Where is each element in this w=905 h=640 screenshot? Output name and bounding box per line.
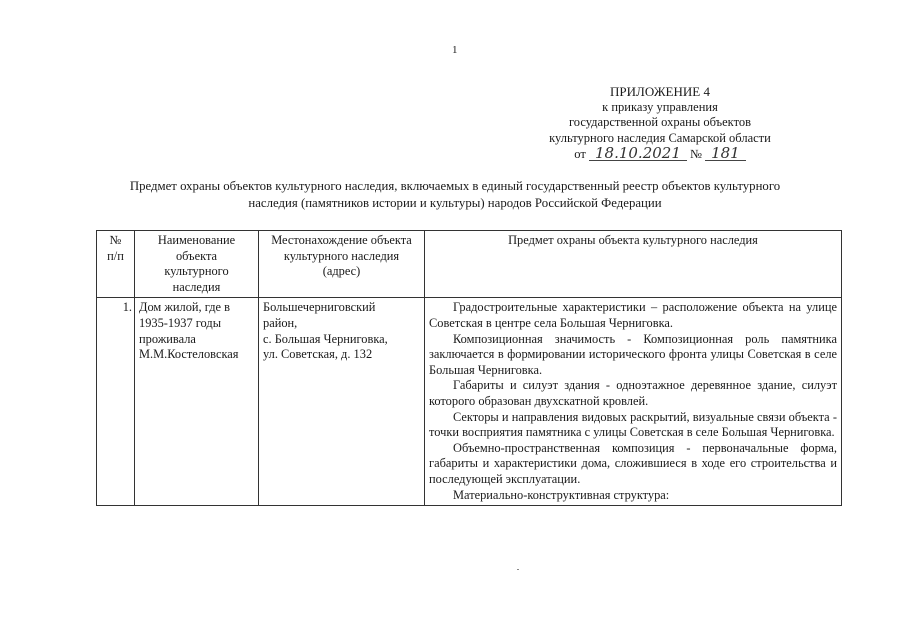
order-date-handwritten: 18.10.2021 [589, 146, 687, 161]
page-number: 1 [452, 44, 458, 56]
heritage-table [96, 230, 842, 506]
row-object-name: Дом жилой, где в 1935-1937 годы проживала М.М.Костеловская [135, 298, 259, 506]
header-location: Местонахождение объекта культурного наследия (адрес) [259, 231, 425, 298]
header-object-name: Наименование объекта культурного наследия [135, 231, 259, 298]
row-location: Большечерниговский район, с. Большая Черниговка, ул. Советская, д. 132 [259, 298, 425, 506]
order-date-line [574, 146, 745, 163]
header-number: № п/п [97, 231, 135, 298]
row-protection-subject [425, 298, 842, 506]
scan-speck [517, 569, 519, 570]
header-protection-subject: Предмет охраны объекта культурного наследия [425, 231, 842, 298]
number-prefix: № [690, 147, 702, 161]
appendix-line: к приказу управления [602, 99, 718, 114]
document-title [100, 178, 810, 212]
subject-paragraph: Материально-конструктивная структура: [453, 487, 670, 502]
subject-paragraph: Секторы и направления видовых раскрытий, визуальные связи объекта - точки восприятия памятника с улицы Советская в селе Большая Черниговка. [429, 409, 837, 440]
document-title-line: наследия (памятников истории и культуры) народов Российской Федерации [248, 196, 662, 210]
date-prefix: от [574, 147, 586, 161]
subject-paragraph: Композиционная значимость - Композиционная роль памятника заключается в формировании исторического фронта улицы Советская в селе Большая Черниговка. [429, 331, 837, 377]
subject-paragraph: Габариты и силуэт здания - одноэтажное деревянное здание, силуэт которого образован двухскатной кровлей. [429, 378, 837, 408]
document-title-line: Предмет охраны объектов культурного наследия, включаемых в единый государственный реестр объектов культурного [129, 179, 781, 193]
appendix-line: государственной охраны объектов [568, 115, 752, 129]
subject-paragraph: Объемно-пространственная композиция - первоначальные форма, габариты и характеристики дома, сложившиеся в ходе его строительства и последующей эксплуатации. [429, 440, 837, 486]
row-number: 1. [97, 298, 135, 506]
appendix-line: культурного наследия Самарской области [549, 130, 771, 145]
table-header-row [97, 231, 842, 298]
appendix-heading: ПРИЛОЖЕНИЕ 4 [610, 84, 710, 99]
order-number-handwritten: 181 [705, 146, 746, 161]
subject-paragraph: Градостроительные характеристики – расположение объекта на улице Советская в центре села Большая Черниговка. [429, 300, 837, 330]
appendix-block [480, 84, 840, 163]
table-row [97, 298, 842, 506]
